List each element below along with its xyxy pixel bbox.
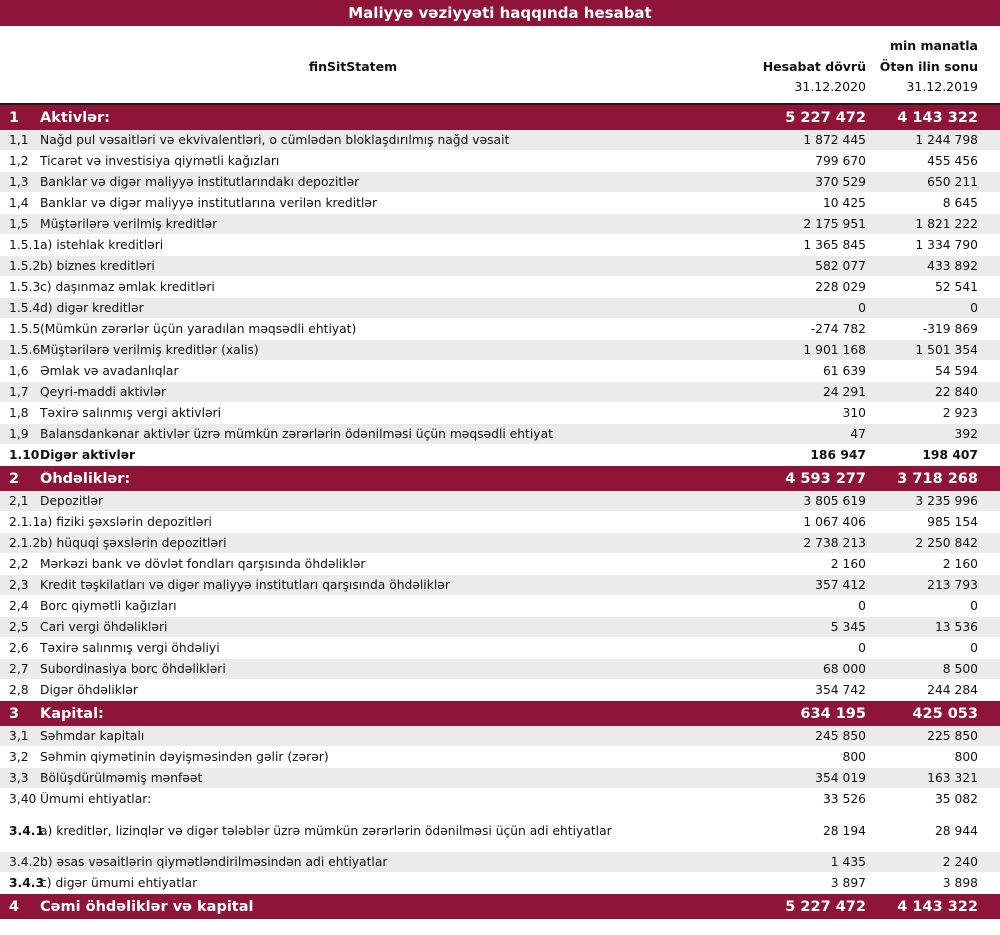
value-current-period: 2 175 951 <box>803 217 866 231</box>
row-label: Subordinasiya borc öhdəlikləri <box>40 662 226 676</box>
value-prior-period: 392 <box>954 427 978 441</box>
value-prior-period: 4 143 322 <box>897 898 978 915</box>
row-number: 2.1.1 <box>9 515 41 529</box>
row-number: 2,3 <box>9 578 29 592</box>
row-number: 1,8 <box>9 406 29 420</box>
value-prior-period: 800 <box>954 750 978 764</box>
value-prior-period: 425 053 <box>912 705 978 722</box>
row-label: Müştərilərə verilmiş kreditlər (xalis) <box>40 343 259 357</box>
row-number: 1.5.4 <box>9 301 41 315</box>
table-row <box>0 319 1000 340</box>
row-label: Digər aktivlər <box>40 448 136 462</box>
row-number: 1.5.6 <box>9 343 41 357</box>
row-number: 2,8 <box>9 683 29 697</box>
value-current-period: 0 <box>858 599 866 613</box>
row-label: Əmlak və avadanlıqlar <box>40 364 179 378</box>
value-current-period: 61 639 <box>822 364 866 378</box>
value-current-period: 5 227 472 <box>785 898 866 915</box>
row-number: 3.4.2 <box>9 855 41 869</box>
row-label: Digər öhdəliklər <box>40 683 138 697</box>
table-row <box>0 680 1000 701</box>
table-row <box>0 445 1000 466</box>
value-current-period: 186 947 <box>810 448 866 462</box>
table-row <box>0 768 1000 789</box>
row-number: 3,3 <box>9 771 29 785</box>
row-label: Təxirə salınmış vergi öhdəliyi <box>40 641 220 655</box>
row-number: 3.4.3 <box>9 876 45 890</box>
row-label: d) digər kreditlər <box>40 301 144 315</box>
row-label: b) əsas vəsaitlərin qiymətləndirilməsindən adi ehtiyatlar <box>40 855 388 869</box>
row-label: b) biznes kreditləri <box>40 259 155 273</box>
row-number: 1,9 <box>9 427 29 441</box>
value-prior-period: 3 718 268 <box>897 470 978 487</box>
row-number: 1.5.3 <box>9 280 41 294</box>
value-prior-period: 433 892 <box>927 259 978 273</box>
row-label: Ümumi ehtiyatlar: <box>40 792 152 806</box>
value-current-period: 634 195 <box>800 705 866 722</box>
value-current-period: 5 345 <box>830 620 866 634</box>
value-prior-period: 198 407 <box>922 448 978 462</box>
row-number: 3.4.1 <box>9 823 45 838</box>
row-label: (Mümkün zərərlər üçün yaradılan məqsədli ehtiyat) <box>40 322 357 336</box>
table-row <box>0 789 1000 810</box>
row-number: 2,4 <box>9 599 29 613</box>
row-number: 4 <box>9 898 20 915</box>
table-row <box>0 130 1000 151</box>
row-label: Səhmin qiymətinin dəyişməsindən gəlir (zərər) <box>40 750 329 764</box>
value-current-period: 370 529 <box>815 175 866 189</box>
row-label: Səhmdar kapitalı <box>40 729 145 743</box>
row-label: Təxirə salınmış vergi aktivləri <box>40 406 222 420</box>
row-label: a) kreditlər, lizinqlər və digər tələblər üzrə mümkün zərərlərin ödənilməsi üçün adi ehtiyatlar <box>40 823 612 838</box>
table-row <box>0 256 1000 277</box>
row-label: Qeyri-maddi aktivlər <box>40 385 167 399</box>
value-current-period: 1 901 168 <box>803 343 866 357</box>
row-number: 1.10 <box>9 448 40 462</box>
table-row <box>0 747 1000 768</box>
table-row <box>0 726 1000 747</box>
row-number: 3,2 <box>9 750 29 764</box>
row-number: 2,2 <box>9 557 29 571</box>
value-current-period: -274 782 <box>810 322 866 336</box>
value-prior-period: 1 334 790 <box>915 238 978 252</box>
row-label: Kapital: <box>40 705 104 722</box>
row-label: c) digər ümumi ehtiyatlar <box>40 876 198 890</box>
row-label: Öhdəliklər: <box>40 470 131 487</box>
value-current-period: 582 077 <box>815 259 866 273</box>
table-row <box>0 852 1000 873</box>
value-current-period: 28 194 <box>822 823 866 838</box>
section-header-row <box>0 894 1000 919</box>
row-label: Aktivlər: <box>40 109 110 126</box>
value-prior-period: 3 898 <box>942 876 978 890</box>
value-prior-period: 1 821 222 <box>915 217 978 231</box>
row-label: Borc qiymətli kağızları <box>40 599 177 613</box>
value-prior-period: 54 594 <box>934 364 978 378</box>
row-number: 1 <box>9 109 20 126</box>
row-label: Banklar və digər maliyyə institutlarındakı depozitlər <box>40 175 360 189</box>
value-prior-period: 455 456 <box>927 154 978 168</box>
value-current-period: 24 291 <box>822 385 866 399</box>
value-prior-period: 225 850 <box>927 729 978 743</box>
row-number: 1.5.2 <box>9 259 41 273</box>
row-label: Bölüşdürülməmiş mənfəət <box>40 771 203 785</box>
value-current-period: 68 000 <box>822 662 866 676</box>
row-number: 3,40 <box>9 792 37 806</box>
table-row <box>0 235 1000 256</box>
row-label: Kredit təşkilatları və digər maliyyə institutları qarşısında öhdəliklər <box>40 578 450 592</box>
table-row <box>0 151 1000 172</box>
form-code-label: finSitStatem <box>308 59 398 74</box>
value-prior-period: 1 501 354 <box>915 343 978 357</box>
value-prior-period: 3 235 996 <box>915 494 978 508</box>
value-current-period: 357 412 <box>815 578 866 592</box>
table-row <box>0 659 1000 680</box>
value-current-period: 800 <box>842 750 866 764</box>
row-number: 2,6 <box>9 641 29 655</box>
table-row <box>0 638 1000 659</box>
row-number: 2,7 <box>9 662 29 676</box>
table-row <box>0 596 1000 617</box>
table-row <box>0 298 1000 319</box>
section-header-row <box>0 701 1000 726</box>
value-prior-period: 985 154 <box>927 515 978 529</box>
value-prior-period: -319 869 <box>922 322 978 336</box>
row-number: 1,1 <box>9 133 29 147</box>
value-current-period: 0 <box>858 301 866 315</box>
value-current-period: 1 067 406 <box>803 515 866 529</box>
value-prior-period: 163 321 <box>927 771 978 785</box>
row-label: Balansdankənar aktivlər üzrə mümkün zərərlərin ödənilməsi üçün məqsədli ehtiyat <box>40 427 553 441</box>
row-label: Nağd pul vəsaitləri və ekvivalentləri, o cümlədən bloklaşdırılmış nağd vəsait <box>40 133 510 147</box>
row-number: 2 <box>9 470 20 487</box>
row-number: 3 <box>9 705 20 722</box>
value-prior-period: 22 840 <box>934 385 978 399</box>
col-current-period-title: Hesabat dövrü <box>762 59 866 74</box>
column-header-dates <box>0 77 1000 97</box>
row-label: Banklar və digər maliyyə institutlarına verilən kreditlər <box>40 196 377 210</box>
value-prior-period: 52 541 <box>934 280 978 294</box>
value-current-period: 310 <box>842 406 866 420</box>
value-prior-period: 2 923 <box>942 406 978 420</box>
units-label: min manatla <box>889 38 978 53</box>
value-current-period: 4 593 277 <box>785 470 866 487</box>
table-row <box>0 361 1000 382</box>
row-number: 1.5.5 <box>9 322 41 336</box>
row-label: Cari vergi öhdəlikləri <box>40 620 168 634</box>
value-prior-period: 1 244 798 <box>915 133 978 147</box>
value-prior-period: 0 <box>970 301 978 315</box>
value-prior-period: 2 240 <box>942 855 978 869</box>
value-current-period: 47 <box>850 427 866 441</box>
table-row <box>0 403 1000 424</box>
row-number: 2.1.2 <box>9 536 41 550</box>
value-prior-period: 2 250 842 <box>915 536 978 550</box>
row-label: Cəmi öhdəliklər və kapital <box>40 898 254 915</box>
row-number: 1,2 <box>9 154 29 168</box>
row-number: 1,7 <box>9 385 29 399</box>
table-row <box>0 172 1000 193</box>
row-label: c) daşınmaz əmlak kreditləri <box>40 280 215 294</box>
value-current-period: 354 742 <box>815 683 866 697</box>
row-number: 3,1 <box>9 729 29 743</box>
row-number: 2,1 <box>9 494 29 508</box>
value-current-period: 354 019 <box>815 771 866 785</box>
row-number: 1,3 <box>9 175 29 189</box>
value-prior-period: 0 <box>970 599 978 613</box>
value-current-period: 1 872 445 <box>803 133 866 147</box>
table-row <box>0 810 1000 852</box>
col-prior-period-date: 31.12.2019 <box>906 79 978 94</box>
value-current-period: 3 805 619 <box>803 494 866 508</box>
section-header-row <box>0 105 1000 130</box>
row-label: b) hüquqi şəxslərin depozitləri <box>40 536 227 550</box>
value-current-period: 1 365 845 <box>803 238 866 252</box>
value-prior-period: 28 944 <box>934 823 978 838</box>
row-label: Ticarət və investisiya qiymətli kağızları <box>40 154 280 168</box>
value-prior-period: 2 160 <box>942 557 978 571</box>
value-current-period: 245 850 <box>815 729 866 743</box>
table-row <box>0 533 1000 554</box>
value-current-period: 1 435 <box>830 855 866 869</box>
value-current-period: 2 738 213 <box>803 536 866 550</box>
section-header-row <box>0 466 1000 491</box>
col-current-period-date: 31.12.2020 <box>794 79 866 94</box>
col-prior-period-title: Ötən ilin sonu <box>879 59 978 74</box>
value-prior-period: 244 284 <box>927 683 978 697</box>
value-current-period: 228 029 <box>815 280 866 294</box>
value-prior-period: 213 793 <box>927 578 978 592</box>
value-prior-period: 8 500 <box>942 662 978 676</box>
financial-statement-table <box>0 103 1000 919</box>
table-row <box>0 214 1000 235</box>
row-label: Müştərilərə verilmiş kreditlər <box>40 217 218 231</box>
value-prior-period: 650 211 <box>927 175 978 189</box>
table-row <box>0 512 1000 533</box>
table-row <box>0 491 1000 512</box>
value-current-period: 33 526 <box>822 792 866 806</box>
table-row <box>0 193 1000 214</box>
table-row <box>0 554 1000 575</box>
row-number: 1,5 <box>9 217 29 231</box>
report-title: Maliyyə vəziyyəti haqqında hesabat <box>0 0 1000 26</box>
table-row <box>0 424 1000 445</box>
table-row <box>0 617 1000 638</box>
row-label: Depozitlər <box>40 494 104 508</box>
value-prior-period: 4 143 322 <box>897 109 978 126</box>
value-current-period: 10 425 <box>822 196 866 210</box>
row-number: 1,6 <box>9 364 29 378</box>
value-prior-period: 0 <box>970 641 978 655</box>
row-label: a) istehlak kreditləri <box>40 238 164 252</box>
row-number: 1,4 <box>9 196 29 210</box>
column-header-titles <box>0 57 1000 77</box>
table-row <box>0 873 1000 894</box>
value-current-period: 799 670 <box>815 154 866 168</box>
value-prior-period: 13 536 <box>934 620 978 634</box>
value-prior-period: 35 082 <box>934 792 978 806</box>
row-label: Mərkəzi bank və dövlət fondları qarşısında öhdəliklər <box>40 557 366 571</box>
row-label: a) fiziki şəxslərin depozitləri <box>40 515 212 529</box>
value-prior-period: 8 645 <box>942 196 978 210</box>
value-current-period: 2 160 <box>830 557 866 571</box>
row-number: 1.5.1 <box>9 238 41 252</box>
table-row <box>0 277 1000 298</box>
table-row <box>0 340 1000 361</box>
table-row <box>0 575 1000 596</box>
value-current-period: 3 897 <box>830 876 866 890</box>
value-current-period: 5 227 472 <box>785 109 866 126</box>
value-current-period: 0 <box>858 641 866 655</box>
row-number: 2,5 <box>9 620 29 634</box>
table-row <box>0 382 1000 403</box>
